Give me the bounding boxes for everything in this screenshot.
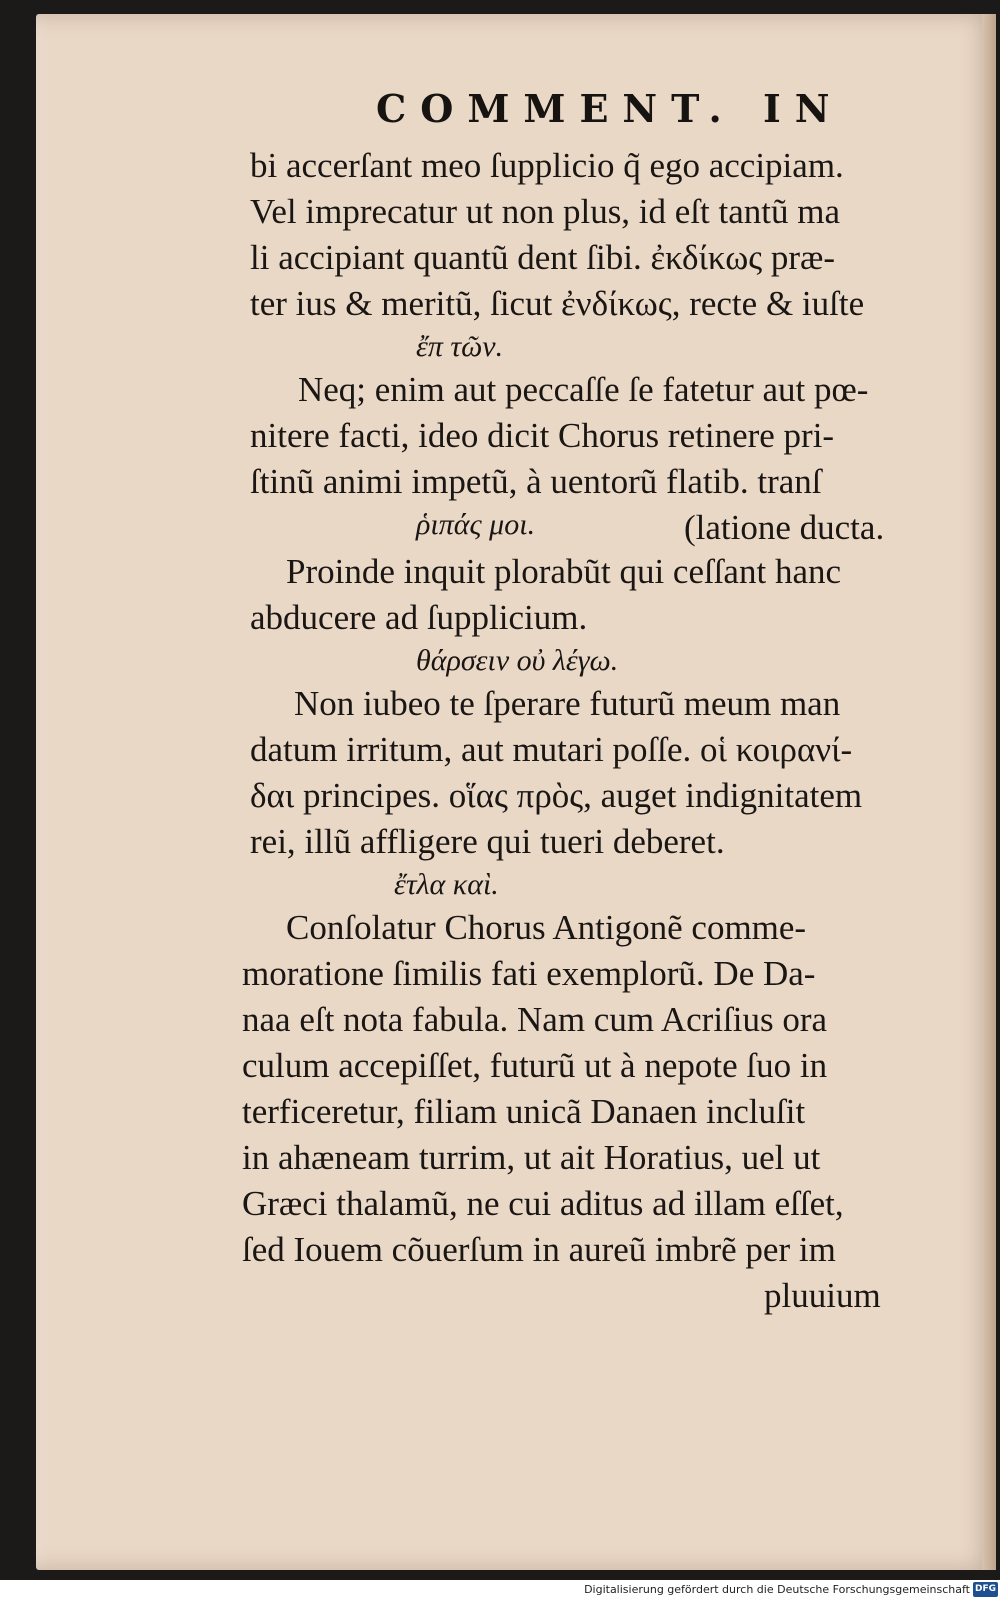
greek-lemma: ἔτλα καὶ. — [394, 868, 499, 901]
text-line: Vel imprecatur ut non plus, id eſt tantũ ma — [250, 192, 841, 231]
text-line: in ahæneam turrim, ut ait Horatius, uel ut — [242, 1138, 821, 1177]
running-head: COMMENT. IN — [376, 86, 844, 131]
page-edge — [982, 14, 996, 1570]
text-line: ſed Iouem cõuerſum in aureũ imbrẽ per im — [242, 1230, 836, 1269]
funding-credit: Digitalisierung gefördert durch die Deutsche Forschungsgemeinschaft — [584, 1583, 970, 1596]
greek-lemma: ἔπ τῶν. — [416, 330, 504, 363]
text-line: ter ius & meritũ, ſicut ἐνδίκως, recte & iuſte — [250, 284, 865, 323]
text-line: moratione ſimilis fati exemplorũ. De Da- — [242, 954, 816, 993]
text-line: δαι principes. οἵας πρὸς, auget indignitatem — [250, 776, 863, 815]
text-line: Neq; enim aut peccaſſe ſe fatetur aut pœ- — [298, 370, 869, 409]
catchword: pluuium — [764, 1276, 881, 1315]
text-line: Proinde inquit plorabũt qui ceſſant hanc — [286, 552, 842, 591]
text-line: rei, illũ affligere qui tueri deberet. — [250, 822, 725, 861]
text-line: culum accepiſſet, futurũ ut à nepote ſuo in — [242, 1046, 828, 1085]
text-line: datum irritum, aut mutari poſſe. οἱ κοιρανί- — [250, 730, 853, 769]
text-line: ſtinũ animi impetũ, à uentorũ flatib. tranſ — [250, 462, 822, 501]
text-line: bi accerſant meo ſupplicio q̃ ego accipiam. — [250, 146, 844, 185]
text-line: naa eſt nota fabula. Nam cum Acriſius ora — [242, 1000, 828, 1039]
footer-bar — [0, 1580, 1000, 1601]
text-line: terficeretur, filiam unicã Danaen incluſit — [242, 1092, 806, 1131]
greek-lemma: θάρσειν οὐ λέγω. — [416, 644, 619, 677]
book-page — [36, 14, 996, 1570]
text-line: (latione ducta. — [684, 508, 885, 547]
text-line: li accipiant quantũ dent ſibi. ἐκδίκως præ- — [250, 238, 836, 277]
text-line: abducere ad ſupplicium. — [250, 598, 588, 637]
text-line: Non iubeo te ſperare futurũ meum man — [294, 684, 841, 723]
dfg-logo: DFG — [973, 1582, 998, 1597]
text-line: Græci thalamũ, ne cui aditus ad illam eſſet, — [242, 1184, 844, 1223]
text-line: nitere facti, ideo dicit Chorus retinere pri- — [250, 416, 835, 455]
greek-lemma: ῥιπάς μοι. — [416, 508, 536, 541]
text-line: Conſolatur Chorus Antigonẽ comme- — [286, 908, 807, 947]
